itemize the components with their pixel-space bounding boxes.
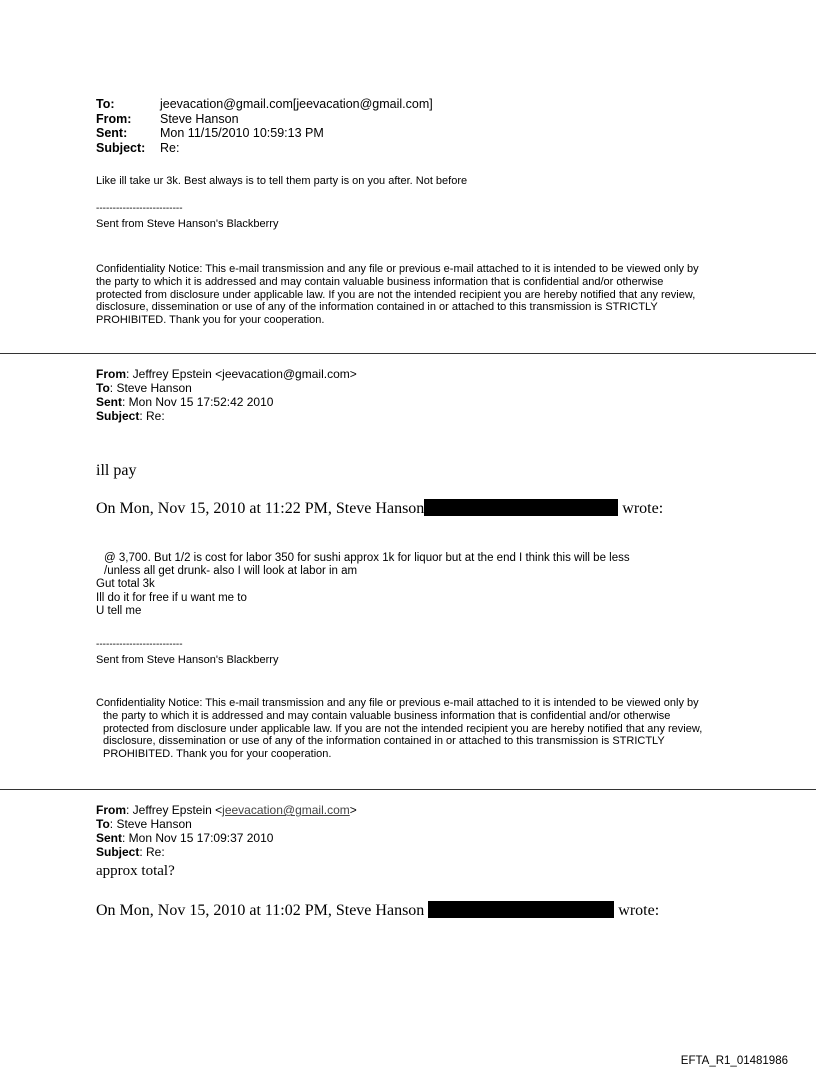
email1-from-row [96,112,433,127]
sent-label: Sent [96,831,123,845]
redaction-box [428,901,614,918]
from-suffix: > [349,803,357,817]
email1-separator: -------------------------- [96,203,183,214]
email1-body: Like ill take ur 3k. Best always is to tell them party is on you after. Not before [96,175,468,187]
quoted-line: Gut total 3k [96,578,155,591]
email2-to-row [96,381,357,395]
email1-sent-row [96,126,433,141]
email2-signature: Sent from Steve Hanson's Blackberry [96,654,279,666]
to-label: To [96,381,110,395]
sent-label: Sent: [96,126,128,140]
divider-2 [0,789,816,790]
email2-subject-row [96,409,357,423]
to-label: To: [96,97,115,111]
to-label: To [96,817,110,831]
divider-1 [0,353,816,354]
subject-value: : Re: [139,845,165,859]
redaction-box [424,499,618,516]
email3-from-row [96,803,357,817]
to-value: : Steve Hanson [109,381,192,395]
quoted-line: /unless all get drunk- also I will look at labor in am [104,565,358,578]
email3-body: approx total? [96,863,175,879]
to-value: jeevacation@gmail.com[jeevacation@gmail.com] [160,97,433,111]
email3-sent-row [96,831,357,845]
email2-quoted-text [96,552,630,618]
from-value: Steve Hanson [160,111,239,126]
from-label: From [96,803,126,817]
email1-signature: Sent from Steve Hanson's Blackberry [96,218,279,230]
email2-quote-attribution [96,499,663,518]
from-label: From [96,367,126,381]
quoted-line: Ill do it for free if u want me to [96,591,247,604]
quoted-line: @ 3,700. But 1/2 is cost for labor 350 for sushi approx 1k for liquor but at the end I think this will be less [104,552,630,564]
subject-label: Subject [96,845,140,859]
quote-suffix: wrote: [622,500,664,517]
from-value: : Jeffrey Epstein <jeevacation@gmail.com> [126,367,357,381]
email2-separator: -------------------------- [96,639,183,650]
quote-suffix: wrote: [618,902,660,919]
subject-value: : Re: [139,409,165,423]
from-label: From: [96,111,132,126]
from-prefix: : Jeffrey Epstein < [126,803,223,817]
email3-subject-row [96,845,357,859]
email1-confidentiality-notice: Confidentiality Notice: This e-mail transmission and any file or previous e-mail attached to it is intended to be viewed only by the party to which it is addressed and may contain valuable business information that is confidential and/or otherwise protected from disclosure under applicable law. If you are not the intended recipient you are hereby notified that any review, disclosure, dissemination or use of any of the information contained in or attached to this transmission is STRICTLY PROHIBITED. Thank you for your cooperation. [96,263,699,327]
quoted-line: U tell me [96,604,142,617]
email3-to-row [96,817,357,831]
to-value: : Steve Hanson [109,817,192,831]
email2-sent-row [96,395,357,409]
email3-header [96,803,357,859]
email2-body: ill pay [96,462,137,479]
email2-header [96,367,357,423]
sent-value: Mon 11/15/2010 10:59:13 PM [160,126,324,140]
quote-prefix: On Mon, Nov 15, 2010 at 11:22 PM, Steve Hanson [96,500,425,517]
email1-to-row [96,97,433,112]
email2-confidentiality-notice: Confidentiality Notice: This e-mail transmission and any file or previous e-mail attached to it is intended to be viewed only by the party to which it is addressed and may contain valuable business information that is confidential and/or otherwise protected from disclosure under applicable law. If you are not the intended recipient you are hereby notified that any review, disclosure, dissemination or use of any of the information contained in or attached to this transmission is STRICTLY PROHIBITED. Thank you for your cooperation. [96,697,703,761]
email2-from-row [96,367,357,381]
subject-value: Re: [160,140,180,155]
email3-quote-attribution [96,901,659,920]
sent-value: : Mon Nov 15 17:52:42 2010 [122,395,274,409]
email1-subject-row [96,141,433,156]
subject-label: Subject: [96,140,146,155]
sent-value: : Mon Nov 15 17:09:37 2010 [122,831,274,845]
quote-prefix: On Mon, Nov 15, 2010 at 11:02 PM, Steve Hanson [96,902,425,919]
email1-header [96,97,433,155]
sent-label: Sent [96,395,123,409]
email-link[interactable]: jeevacation@gmail.com [222,803,350,817]
document-id: EFTA_R1_01481986 [680,1055,788,1067]
subject-label: Subject [96,409,140,423]
